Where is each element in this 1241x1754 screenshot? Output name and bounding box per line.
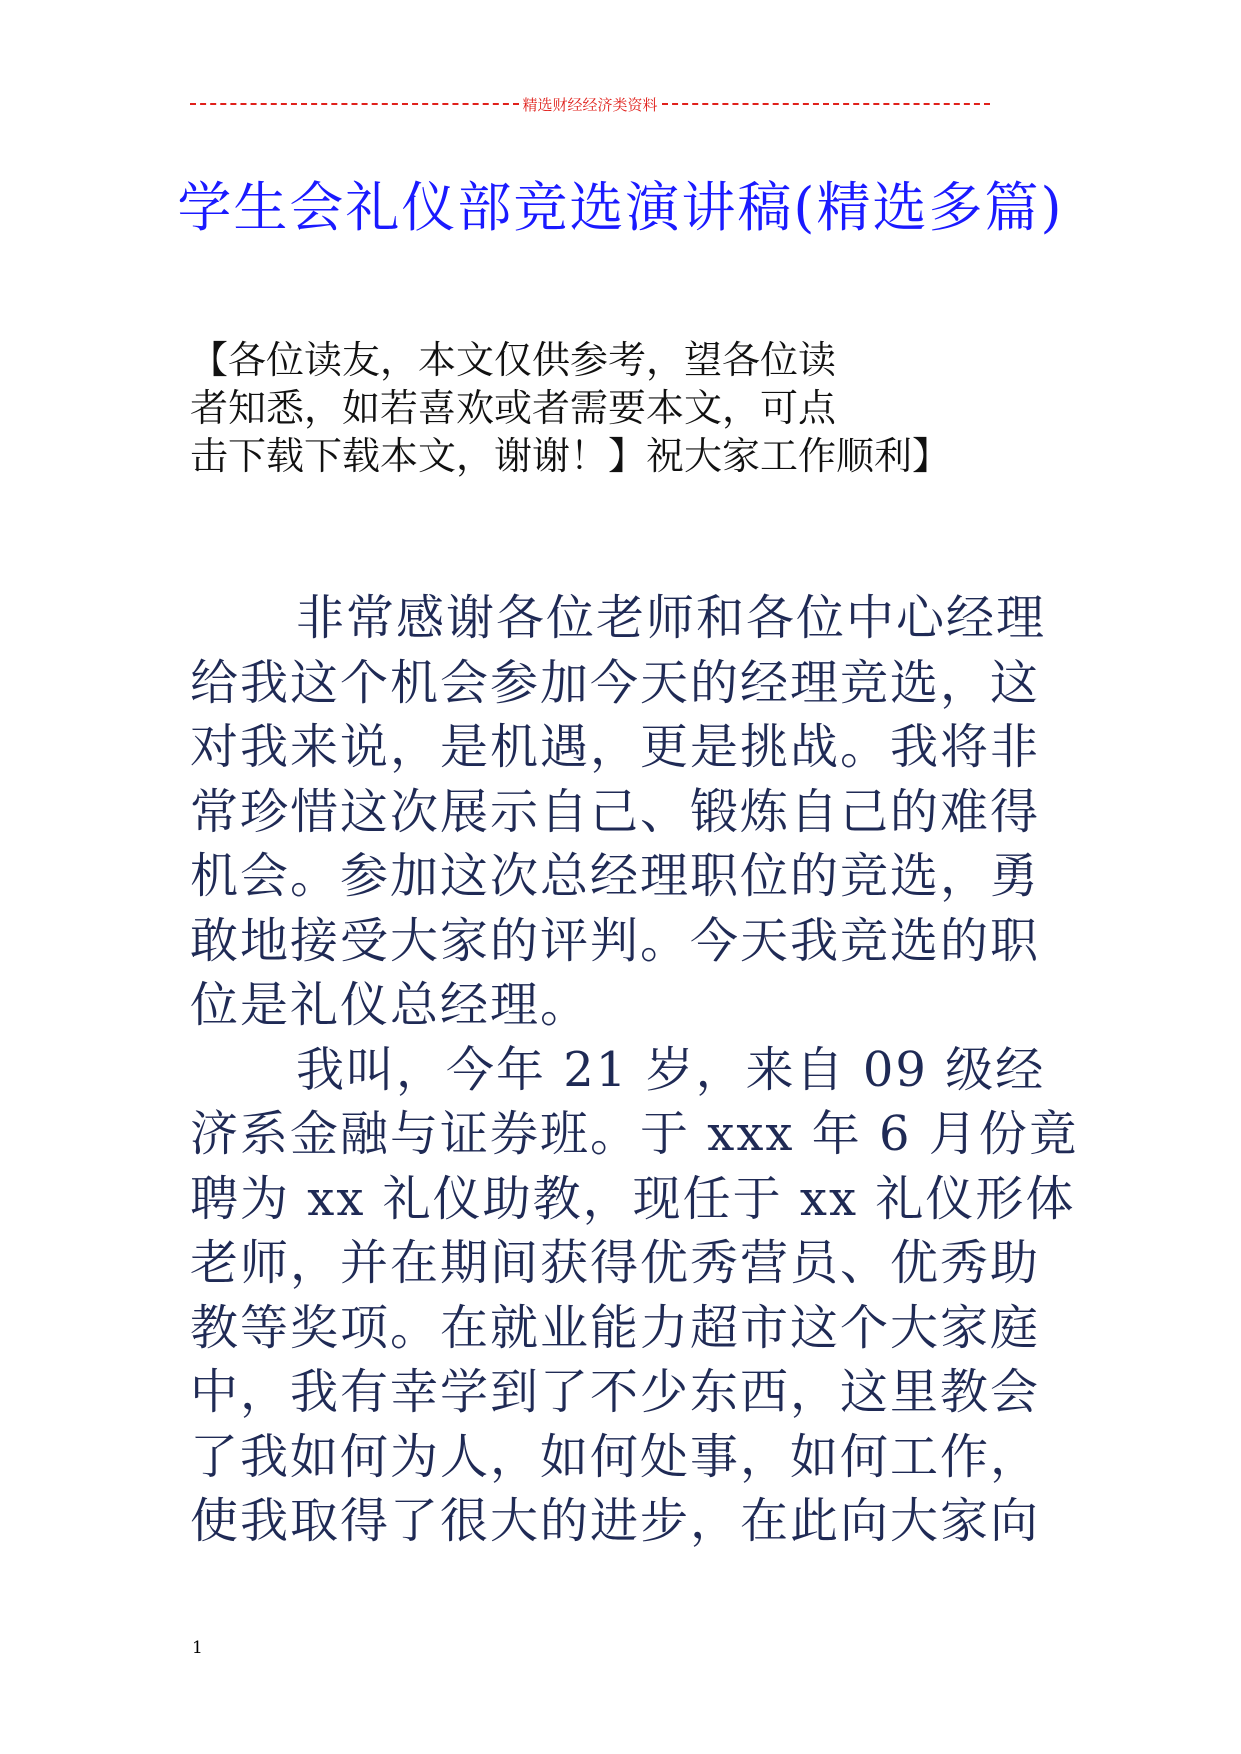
header-dash-left bbox=[190, 103, 519, 105]
header-label: 精选财经经济类资料 bbox=[522, 95, 658, 114]
reader-notice bbox=[190, 336, 1010, 480]
body-line: 常珍惜这次展示自己、锻炼自己的难得 bbox=[190, 783, 1041, 840]
document-title: 学生会礼仪部竞选演讲稿(精选多篇) bbox=[177, 176, 1064, 239]
page-header bbox=[190, 84, 990, 124]
body-line: 老师，并在期间获得优秀营员、优秀助 bbox=[190, 1235, 1041, 1291]
page-number: 1 bbox=[192, 1638, 203, 1658]
body-line: 济系金融与证券班。于 xxx 年 6 月份竟 bbox=[190, 1106, 1079, 1162]
body-line: 聘为 xx 礼仪助教，现任于 xx 礼仪形体 bbox=[190, 1170, 1076, 1227]
notice-line: 击下载下载本文，谢谢！】祝大家工作顺利】 bbox=[190, 434, 951, 478]
body-line: 位是礼仪总经理。 bbox=[190, 977, 591, 1033]
body-line: 敢地接受大家的评判。今天我竞选的职 bbox=[190, 912, 1041, 969]
body-line: 给我这个机会参加今天的经理竞选，这 bbox=[190, 654, 1041, 711]
body-line: 我叫，今年 21 岁，来自 09 级经 bbox=[296, 1041, 1046, 1098]
speech-body bbox=[190, 586, 1079, 1554]
body-line: 机会。参加这次总经理职位的竞选，勇 bbox=[190, 848, 1041, 904]
body-line: 对我来说，是机遇，更是挑战。我将非 bbox=[190, 719, 1041, 775]
notice-line: 者知悉，如若喜欢或者需要本文，可点 bbox=[190, 386, 837, 430]
body-line: 使我取得了很大的进步，在此向大家向 bbox=[190, 1493, 1041, 1549]
body-line: 教等奖项。在就业能力超市这个大家庭 bbox=[190, 1299, 1041, 1356]
body-line: 非常感谢各位老师和各位中心经理 bbox=[296, 590, 1047, 646]
notice-line: 【各位读友，本文仅供参考，望各位读 bbox=[190, 338, 837, 382]
header-dash-right bbox=[662, 103, 991, 105]
body-line: 了我如何为人，如何处事，如何工作， bbox=[190, 1428, 1041, 1485]
body-line: 中，我有幸学到了不少东西，这里教会 bbox=[190, 1364, 1041, 1420]
